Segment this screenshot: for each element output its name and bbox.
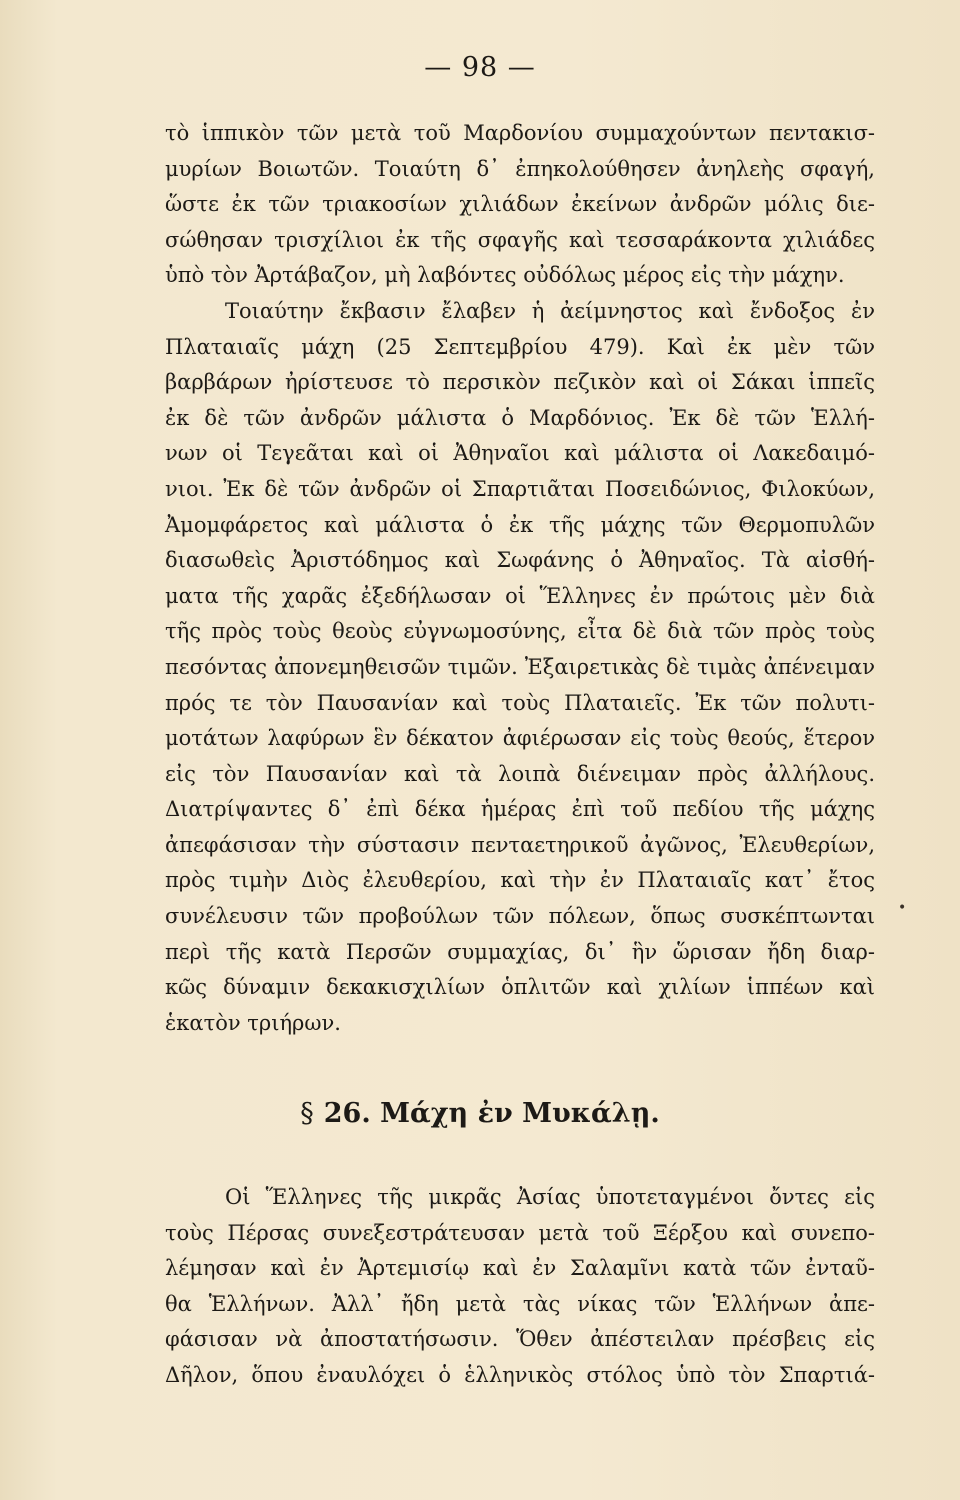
main-text bbox=[165, 116, 875, 1041]
text-line: συνέλευσιν τῶν προβούλων τῶν πόλεων, ὅπως συσκέπτωνται bbox=[165, 904, 875, 929]
text-line: φάσισαν νὰ ἀποστατήσωσιν. Ὅθεν ἀπέστειλαν πρέσβεις εἰς bbox=[165, 1327, 875, 1352]
text-line: Πλαταιαῖς μάχη (25 Σεπτεμβρίου 479). Καὶ ἐκ μὲν τῶν bbox=[165, 334, 875, 359]
section-title: 26. Μάχη ἐν Μυκάλῃ. bbox=[323, 1098, 660, 1129]
text-line: Διατρίψαντες δ᾽ ἐπὶ δέκα ἡμέρας ἐπὶ τοῦ πεδίου τῆς μάχης bbox=[165, 797, 875, 822]
text-line: ἑκατὸν τριήρων. bbox=[165, 1010, 341, 1035]
text-line: τοὺς Πέρσας συνεξεστράτευσαν μετὰ τοῦ Ξέρξου καὶ συνεπο- bbox=[165, 1220, 875, 1245]
text-line: ματα τῆς χαρᾶς ἐξεδήλωσαν οἱ Ἕλληνες ἐν πρώτοις μὲν διὰ bbox=[165, 583, 875, 608]
text-line: πεσόντας ἀπονεμηθεισῶν τιμῶν. Ἐξαιρετικὰς δὲ τιμὰς ἀπένειμαν bbox=[165, 654, 875, 679]
margin-mark: • bbox=[898, 900, 907, 916]
text-line: τὸ ἱππικὸν τῶν μετὰ τοῦ Μαρδονίου συμμαχούντων πεντακισ- bbox=[165, 121, 875, 145]
text-line: εἰς τὸν Παυσανίαν καὶ τὰ λοιπὰ διένειμαν πρὸς ἀλλήλους. bbox=[165, 761, 875, 786]
text-line: μοτάτων λαφύρων ἓν δέκατον ἀφιέρωσαν εἰς τοὺς θεούς, ἕτερον bbox=[165, 726, 875, 751]
text-line: μυρίων Βοιωτῶν. Τοιαύτη δ᾽ ἐπηκολούθησεν ἀνηλεὴς σφαγή, bbox=[165, 156, 875, 181]
section-symbol: § bbox=[300, 1098, 314, 1129]
text-line: τῆς πρὸς τοὺς θεοὺς εὐγνωμοσύνης, εἶτα δὲ διὰ τῶν πρὸς τοὺς bbox=[165, 619, 875, 644]
text-line: ὑπὸ τὸν Ἀρτάβαζον, μὴ λαβόντες οὐδόλως μέρος εἰς τὴν μάχην. bbox=[165, 263, 845, 288]
text-line: νιοι. Ἐκ δὲ τῶν ἀνδρῶν οἱ Σπαρτιᾶται Ποσειδώνιος, Φιλοκύων, bbox=[165, 476, 875, 501]
text-line: σώθησαν τρισχίλιοι ἐκ τῆς σφαγῆς καὶ τεσσαράκοντα χιλιάδες bbox=[165, 227, 875, 252]
text-line: ἀπεφάσισαν τὴν σύστασιν πενταετηρικοῦ ἀγῶνος, Ἐλευθερίων, bbox=[165, 832, 875, 857]
section-heading bbox=[0, 1098, 960, 1129]
text-line: νων οἱ Τεγεᾶται καὶ οἱ Ἀθηναῖοι καὶ μάλιστα οἱ Λακεδαιμό- bbox=[165, 441, 875, 466]
text-line: πρὸς τιμὴν Διὸς ἐλευθερίου, καὶ τὴν ἐν Πλαταιαῖς κατ᾽ ἔτος bbox=[165, 868, 875, 893]
text-line: κῶς δύναμιν δεκακισχιλίων ὁπλιτῶν καὶ χιλίων ἱππέων καὶ bbox=[165, 975, 875, 1000]
text-line: θα Ἑλλήνων. Ἀλλ᾽ ἤδη μετὰ τὰς νίκας τῶν Ἑλλήνων ἀπε- bbox=[165, 1291, 875, 1316]
text-line: Τοιαύτην ἔκβασιν ἔλαβεν ἡ ἀείμνηστος καὶ ἔνδοξος ἐν bbox=[225, 298, 875, 323]
text-line: βαρβάρων ἠρίστευσε τὸ περσικὸν πεζικὸν καὶ οἱ Σάκαι ἱππεῖς bbox=[165, 370, 875, 395]
text-line: ὥστε ἐκ τῶν τριακοσίων χιλιάδων ἐκείνων ἀνδρῶν μόλις διε- bbox=[165, 192, 875, 217]
text-line: περὶ τῆς κατὰ Περσῶν συμμαχίας, δι᾽ ἣν ὥρισαν ἤδη διαρ- bbox=[165, 939, 875, 964]
section-text bbox=[165, 1180, 875, 1394]
text-line: Δῆλον, ὅπου ἐναυλόχει ὁ ἑλληνικὸς στόλος ὑπὸ τὸν Σπαρτιά- bbox=[165, 1362, 875, 1387]
text-line: πρός τε τὸν Παυσανίαν καὶ τοὺς Πλαταιεῖς. Ἐκ τῶν πολυτι- bbox=[165, 690, 875, 715]
text-line: ἐκ δὲ τῶν ἀνδρῶν μάλιστα ὁ Μαρδόνιος. Ἐκ δὲ τῶν Ἑλλή- bbox=[165, 405, 875, 430]
page-number: — 98 — bbox=[424, 52, 536, 83]
text-line: λέμησαν καὶ ἐν Ἀρτεμισίῳ καὶ ἐν Σαλαμῖνι κατὰ τῶν ἐνταῦ- bbox=[165, 1256, 875, 1281]
text-line: διασωθεὶς Ἀριστόδημος καὶ Σωφάνης ὁ Ἀθηναῖος. Τὰ αἰσθή- bbox=[165, 548, 875, 573]
text-line: Ἀμομφάρετος καὶ μάλιστα ὁ ἐκ τῆς μάχης τῶν Θερμοπυλῶν bbox=[165, 512, 875, 537]
text-line: Οἱ Ἕλληνες τῆς μικρᾶς Ἀσίας ὑποτεταγμένοι ὄντες εἰς bbox=[225, 1185, 875, 1209]
